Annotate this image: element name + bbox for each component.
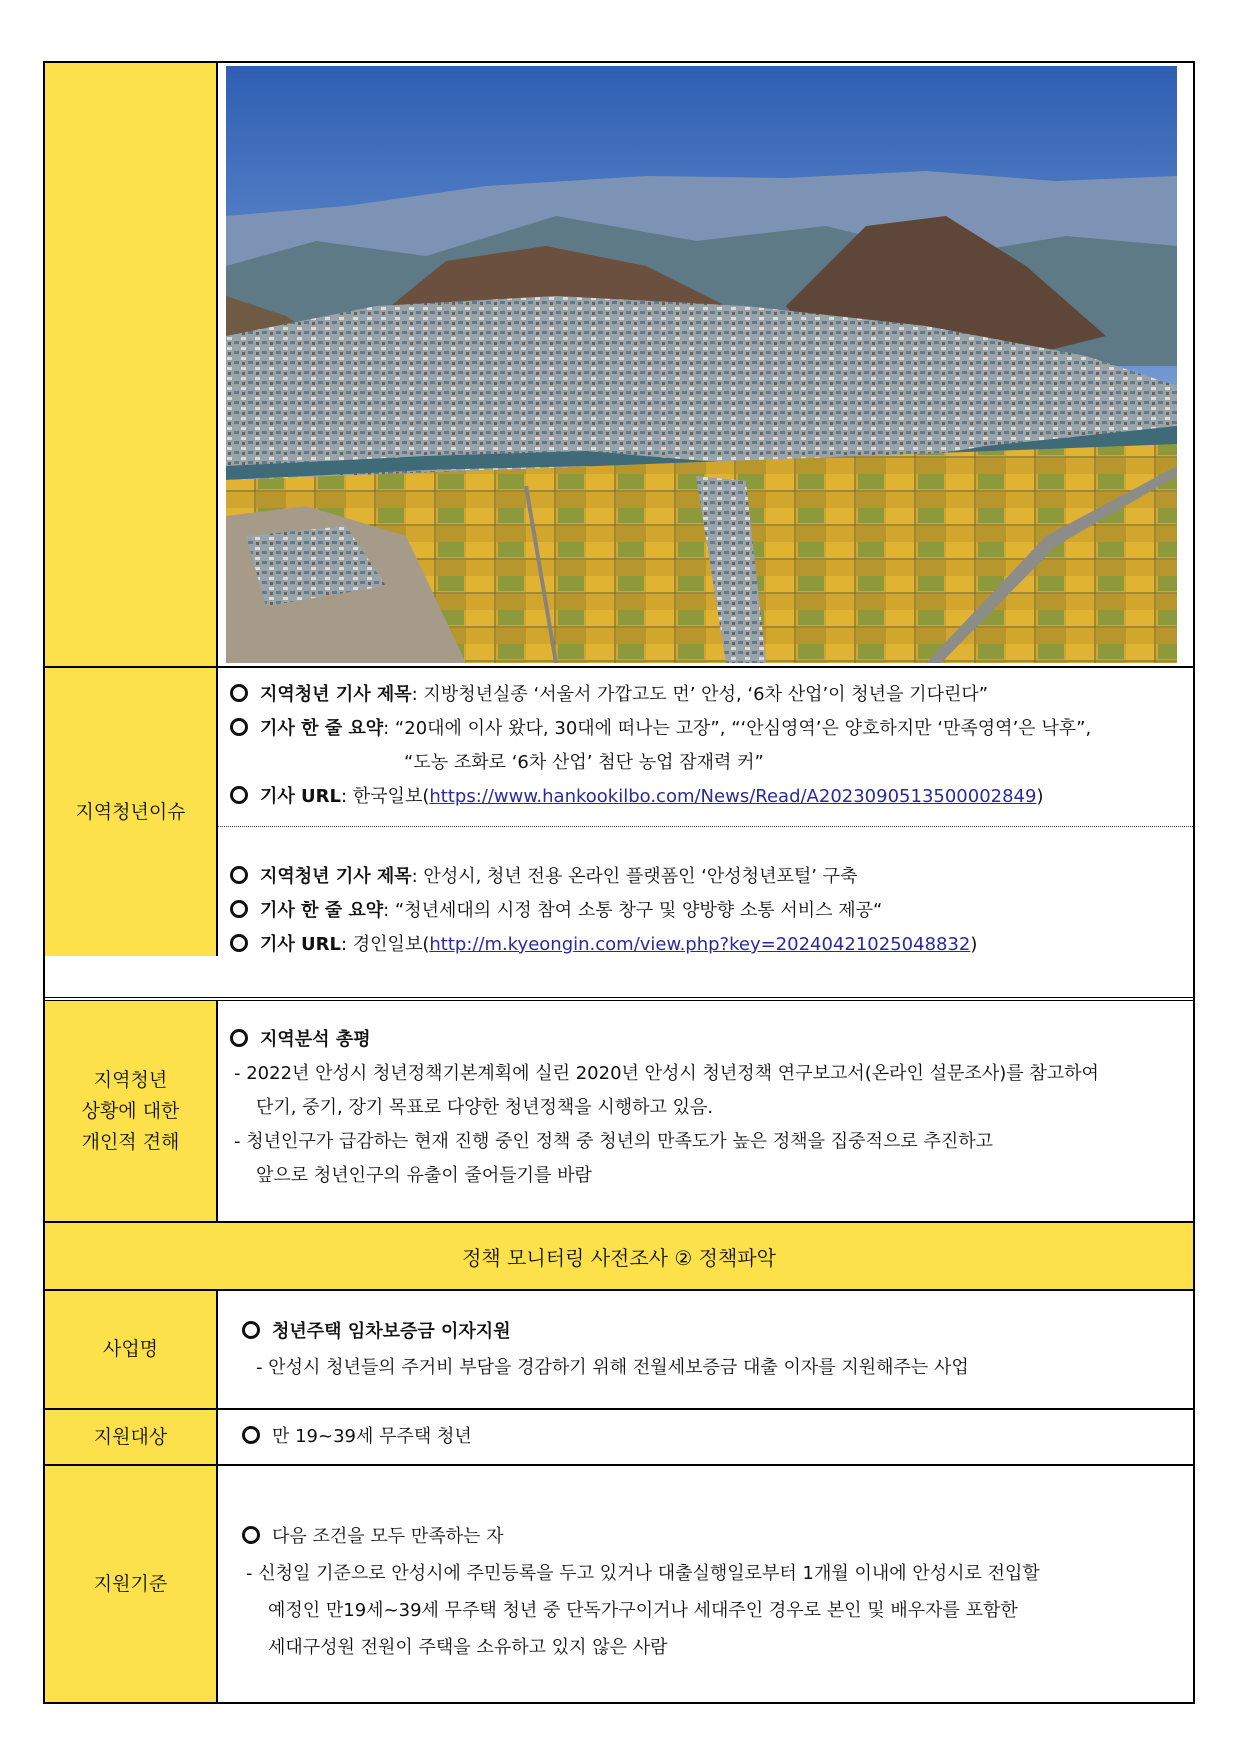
- article1-title-label: 지역청년 기사 제목: [260, 684, 412, 705]
- article1-source: : 한국일보(: [341, 786, 430, 807]
- article1-title-text: : 지방청년실종 ‘서울서 가깝고도 먼’ 안성, ‘6차 산업’이 청년을 기다린다”: [411, 684, 989, 705]
- target-text: 만 19~39세 무주택 청년: [272, 1426, 472, 1447]
- article1-url-label: 기사 URL: [260, 786, 341, 807]
- article2-source: : 경인일보(: [341, 934, 430, 955]
- target-content: [218, 1410, 1193, 1464]
- target-label: 지원대상: [45, 1410, 218, 1464]
- article2-title-text: : 안성시, 청년 전용 온라인 플랫폼인 ‘안성청년포털’ 구축: [411, 866, 858, 887]
- article2-url-label: 기사 URL: [260, 934, 341, 955]
- opinion-p1-line1: - 2022년 안성시 청년정책기본계획에 실린 2020년 안성시 청년정책 연구보고서(온라인 설문조사)를 참고하여: [234, 1063, 1099, 1084]
- circle-bullet-icon: [230, 684, 248, 702]
- criteria-label: 지원기준: [45, 1466, 218, 1702]
- article1-summary: [230, 716, 1091, 742]
- article2-summary-label: 기사 한 줄 요약: [260, 900, 384, 921]
- criteria-line3: 세대구성원 전원이 주택을 소유하고 있지 않은 사람: [268, 1637, 668, 1658]
- photo-row-label: [45, 63, 218, 666]
- opinion-heading-line: [230, 1027, 371, 1053]
- photo-cell: [218, 63, 1193, 666]
- project-label: 사업명: [45, 1291, 218, 1408]
- article1-title: [230, 682, 988, 708]
- criteria-row: [45, 1466, 1193, 1702]
- circle-bullet-icon: [230, 866, 248, 884]
- opinion-label-line1: 지역청년: [93, 1068, 168, 1091]
- criteria-line2: 예정인 만19세~39세 무주택 청년 중 단독가구이거나 세대주인 경우로 본인 및 배우자를 포함한: [268, 1600, 1018, 1621]
- article2-title: [230, 864, 857, 890]
- project-title: 청년주택 임차보증금 이자지원: [272, 1321, 511, 1342]
- article1-url-link[interactable]: https://www.hankookilbo.com/News/Read/A2023090513500002849: [429, 786, 1037, 807]
- article2-url-close: ): [970, 934, 978, 955]
- photo-row: [45, 63, 1193, 666]
- target-line: [242, 1424, 472, 1450]
- circle-bullet-icon: [230, 900, 248, 918]
- article1-url-close: ): [1036, 786, 1044, 807]
- opinion-p1-line2: 단기, 중기, 장기 목표로 다양한 청년정책을 시행하고 있음.: [256, 1097, 714, 1118]
- criteria-heading: 다음 조건을 모두 만족하는 자: [272, 1526, 504, 1547]
- document-table: [43, 61, 1195, 1704]
- criteria-line1: - 신청일 기준으로 안성시에 주민등록을 두고 있거나 대출실행일로부터 1개월 이내에 안성시로 전입할: [246, 1563, 1040, 1584]
- opinion-label-line3: 개인적 견해: [81, 1130, 180, 1153]
- article2-url-line: [230, 932, 977, 958]
- issues-row-2: [45, 826, 1193, 956]
- opinion-heading: 지역분석 총평: [260, 1029, 371, 1050]
- project-title-line: [242, 1319, 511, 1345]
- opinion-label: [45, 1001, 218, 1221]
- article1-summary-cont: “도농 조화로 ‘6차 산업’ 첨단 농업 잠재력 커”: [404, 752, 764, 773]
- opinion-row: [45, 1001, 1193, 1221]
- circle-bullet-icon: [242, 1426, 260, 1444]
- article1-summary-label: 기사 한 줄 요약: [260, 718, 384, 739]
- circle-bullet-icon: [230, 1029, 248, 1047]
- circle-bullet-icon: [230, 718, 248, 736]
- article1-url-line: [230, 784, 1044, 810]
- opinion-label-line2: 상황에 대한: [81, 1099, 180, 1122]
- issues-content-2: [218, 826, 1193, 956]
- target-row: [45, 1410, 1193, 1464]
- opinion-content: [218, 1001, 1193, 1221]
- criteria-content: [218, 1466, 1193, 1702]
- article2-title-label: 지역청년 기사 제목: [260, 866, 412, 887]
- article1-summary-text: : “20대에 이사 왔다, 30대에 떠나는 고장”, “‘안심영역’은 양호하지만 ‘만족영역’은 낙후”,: [383, 718, 1092, 739]
- opinion-p2-line2: 앞으로 청년인구의 유출이 줄어들기를 바람: [256, 1165, 592, 1186]
- article2-summary: [230, 898, 882, 924]
- circle-bullet-icon: [242, 1526, 260, 1544]
- aerial-photo: [226, 66, 1177, 663]
- project-content: [218, 1291, 1193, 1408]
- issues-label: 지역청년이슈: [45, 668, 218, 956]
- project-desc: - 안성시 청년들의 주거비 부담을 경감하기 위해 전월세보증금 대출 이자를 지원해주는 사업: [256, 1357, 969, 1378]
- section-banner: [45, 1223, 1193, 1289]
- circle-bullet-icon: [230, 786, 248, 804]
- opinion-p2-line1: - 청년인구가 급감하는 현재 진행 중인 정책 중 청년의 만족도가 높은 정책을 집중적으로 추진하고: [234, 1131, 994, 1152]
- article2-summary-text: : “청년세대의 시정 참여 소통 창구 및 양방향 소통 서비스 제공“: [383, 900, 883, 921]
- circle-bullet-icon: [230, 934, 248, 952]
- circle-bullet-icon: [242, 1321, 260, 1339]
- article2-url-link[interactable]: http://m.kyeongin.com/view.php?key=20240421025048832: [429, 934, 971, 955]
- section-banner-title: 정책 모니터링 사전조사 ② 정책파악: [462, 1245, 776, 1270]
- criteria-heading-line: [242, 1524, 504, 1550]
- project-row: [45, 1291, 1193, 1408]
